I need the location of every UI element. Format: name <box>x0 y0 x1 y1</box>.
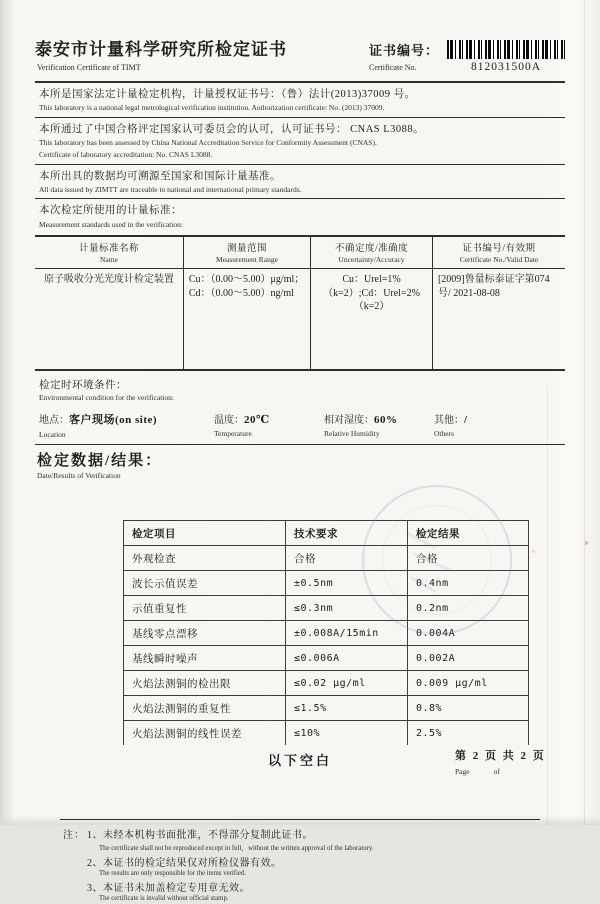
item-cell: 外观检查 <box>124 546 286 571</box>
table-row <box>124 671 529 696</box>
statement-text-en: This laboratory has been assessed by China National Accreditation Service for Conformity Assessment (CNAS). <box>39 138 377 147</box>
measurement-range-cell: Cu：（0.00～5.00）μg/ml；Cd：（0.00～5.00）ng/ml <box>183 269 310 371</box>
item-cell: 基线零点漂移 <box>124 621 286 646</box>
notes-list <box>87 826 374 904</box>
table-row <box>124 571 529 596</box>
certificate-number-labels <box>369 40 439 72</box>
result-cell: 0.8% <box>408 696 529 721</box>
column-header-requirement: 技术要求 <box>286 521 408 546</box>
ink-speck <box>532 550 535 553</box>
column-header <box>432 236 565 269</box>
requirement-cell: ≤1.5% <box>286 696 408 721</box>
footer-note <box>87 879 374 902</box>
certificate-number-label: 证书编号： <box>368 43 439 58</box>
requirement-cell: ≤0.02 μg/ml <box>286 671 408 696</box>
statement-text: 本所是国家法定计量检定机构，计量授权证书号：（鲁）法计(2013)37009 号。 <box>39 89 416 100</box>
measurement-standards-table <box>35 235 565 371</box>
note-text: 1、未经本机构书面批准，不得部分复制此证书。 <box>87 830 313 842</box>
field-label-en: Relative Humidity <box>324 429 380 439</box>
statement-accreditation <box>35 118 565 164</box>
note-text-en: The results are only responsible for the items verified. <box>99 870 247 878</box>
statement-text: 本所出具的数据均可溯源至国家和国际计量基准。 <box>39 170 281 182</box>
column-header-result: 检定结果 <box>408 521 529 546</box>
field-label: 地点： <box>39 415 69 427</box>
item-cell: 火焰法测铜的线性误差 <box>124 721 286 746</box>
item-cell: 火焰法测铜的重复性 <box>124 696 286 721</box>
environment-title-en: Environmental condition for the verification: <box>39 393 174 403</box>
column-header <box>183 236 310 269</box>
item-cell: 火焰法测铜的检出限 <box>124 671 286 696</box>
requirement-cell: ≤0.3nm <box>286 596 408 621</box>
title-block <box>35 40 287 72</box>
column-header-en: Name <box>99 255 118 265</box>
table-row <box>124 546 529 571</box>
item-cell: 示值重复性 <box>124 596 286 621</box>
field-value: 60% <box>374 414 398 427</box>
footer-note <box>87 826 374 852</box>
result-cell: 0.4nm <box>408 571 529 596</box>
environment-title-cn: 检定时环境条件： <box>39 380 127 392</box>
column-header-en: Certificate No./Valid Date <box>459 255 539 265</box>
statement-text-en: Certificate of laboratory accreditation: No. CNAS L3088. <box>39 149 213 159</box>
column-header-en: Measurement Range <box>216 255 278 265</box>
column-header-en: Uncertainty/Accuracy <box>338 255 405 265</box>
certificate-number-value-block <box>447 40 565 73</box>
footer-divider <box>60 819 540 820</box>
page-label: Page <box>455 767 470 776</box>
statement-text-en: Measurement standards used in the verification: <box>39 219 183 229</box>
result-cell: 0.2nm <box>408 596 529 621</box>
table-row <box>124 721 529 746</box>
scan-edge-left <box>0 0 14 825</box>
standard-certificate-cell: [2009]鲁量标泰证字第074号/ 2021-08-08 <box>437 274 550 299</box>
table-row <box>35 269 565 371</box>
environment-others <box>434 411 534 439</box>
column-header-cn: 证书编号/有效期 <box>462 244 536 255</box>
table-row <box>124 646 529 671</box>
field-label: 温度： <box>214 415 244 427</box>
requirement-cell: ≤10% <box>286 721 408 746</box>
standard-name-cell: 原子吸收分光光度计检定装置 <box>35 269 183 371</box>
statement-text: 本所通过了中国合格评定国家认可委员会的认可，认可证书号： CNAS L3088。 <box>39 123 425 135</box>
page-number-en <box>455 767 546 776</box>
results-title-en: Date/Results of Verification <box>37 471 121 481</box>
result-cell: 2.5% <box>408 721 529 746</box>
ink-speck <box>585 541 588 545</box>
field-label: 其他： <box>434 415 464 427</box>
environment-location <box>39 411 214 439</box>
field-value: / <box>464 414 468 427</box>
page-title-en: Verification Certificate of TIMT <box>37 63 141 73</box>
requirement-cell: 合格 <box>286 546 408 571</box>
note-text: 3、本证书未加盖检定专用章无效。 <box>87 883 250 895</box>
statement-text: 本次检定所使用的计量标准： <box>39 205 182 217</box>
result-cell: 0.002A <box>408 646 529 671</box>
statement-text-en: This laboratory is a national legal metrological verification institution. Authorization certificate: No. (2013) 37009. <box>39 103 385 113</box>
field-value: 20℃ <box>244 414 270 427</box>
statement-standards-used <box>35 199 565 233</box>
result-cell: 0.004A <box>408 621 529 646</box>
certificate-number-value: 812031500A <box>470 61 542 73</box>
footer-notes <box>35 826 565 904</box>
statement-text-en: All data issued by ZIMTT are traceable to national and international primary standards. <box>39 184 302 194</box>
certificate-number-label-en: Certificate No. <box>368 63 417 72</box>
certificate-number-block <box>369 40 565 73</box>
environment-fields <box>35 411 565 444</box>
field-label: 相对湿度： <box>324 415 374 427</box>
paper-crease <box>584 0 585 825</box>
result-cell: 0.009 μg/ml <box>408 671 529 696</box>
table-header-row <box>124 521 529 546</box>
environment-humidity <box>324 411 434 439</box>
blank-below-note: 以下空白 <box>267 753 332 769</box>
note-text-en: The certificate shall not be reproduced except in full，without the written approval of the laboratory. <box>99 845 374 853</box>
page-number: 第 2 页 共 2 页 <box>455 750 546 762</box>
environment-temperature <box>214 411 324 439</box>
item-cell: 基线瞬时噪声 <box>124 646 286 671</box>
requirement-cell: ±0.008A/15min <box>286 621 408 646</box>
column-header-cn: 不确定度/准确度 <box>334 244 409 255</box>
column-header <box>311 236 433 269</box>
table-row <box>124 596 529 621</box>
field-label-en: Temperature <box>214 429 252 439</box>
barcode-icon <box>447 40 565 59</box>
field-label-en: Location <box>39 430 66 440</box>
table-row <box>124 621 529 646</box>
certificate-header <box>35 0 565 73</box>
page-title: 泰安市计量科学研究所检定证书 <box>35 40 287 59</box>
note-text-en: The certificate is invalid without official stamp. <box>99 895 229 903</box>
of-label: of <box>493 767 500 776</box>
statement-traceability <box>35 165 565 199</box>
field-label-en: Others <box>434 429 454 439</box>
environment-section-title <box>35 377 565 402</box>
page-number-block <box>455 747 546 776</box>
footer-note <box>87 854 374 877</box>
verification-results-table <box>123 520 529 745</box>
result-cell: 合格 <box>408 546 529 571</box>
column-header-item: 检定项目 <box>124 521 286 546</box>
results-title-cn: 检定数据/结果： <box>37 453 163 470</box>
requirement-cell: ≤0.006A <box>286 646 408 671</box>
field-value: 客户现场(on site) <box>69 414 158 427</box>
requirement-cell: ±0.5nm <box>286 571 408 596</box>
column-header-cn: 计量标准名称 <box>78 244 139 255</box>
notes-label: 注： <box>63 830 85 842</box>
table-header-row <box>35 236 565 269</box>
column-header-cn: 测量范围 <box>226 244 267 255</box>
item-cell: 波长示值误差 <box>124 571 286 596</box>
note-text: 2、本证书的检定结果仅对所检仪器有效。 <box>87 858 282 870</box>
table-row <box>124 696 529 721</box>
results-section-title <box>35 449 565 480</box>
divider <box>35 444 565 445</box>
statement-authorization <box>35 83 565 117</box>
column-header <box>35 236 183 269</box>
uncertainty-cell: Cu：Urel=1%（k=2）;Cd：Urel=2%（k=2） <box>311 269 433 371</box>
